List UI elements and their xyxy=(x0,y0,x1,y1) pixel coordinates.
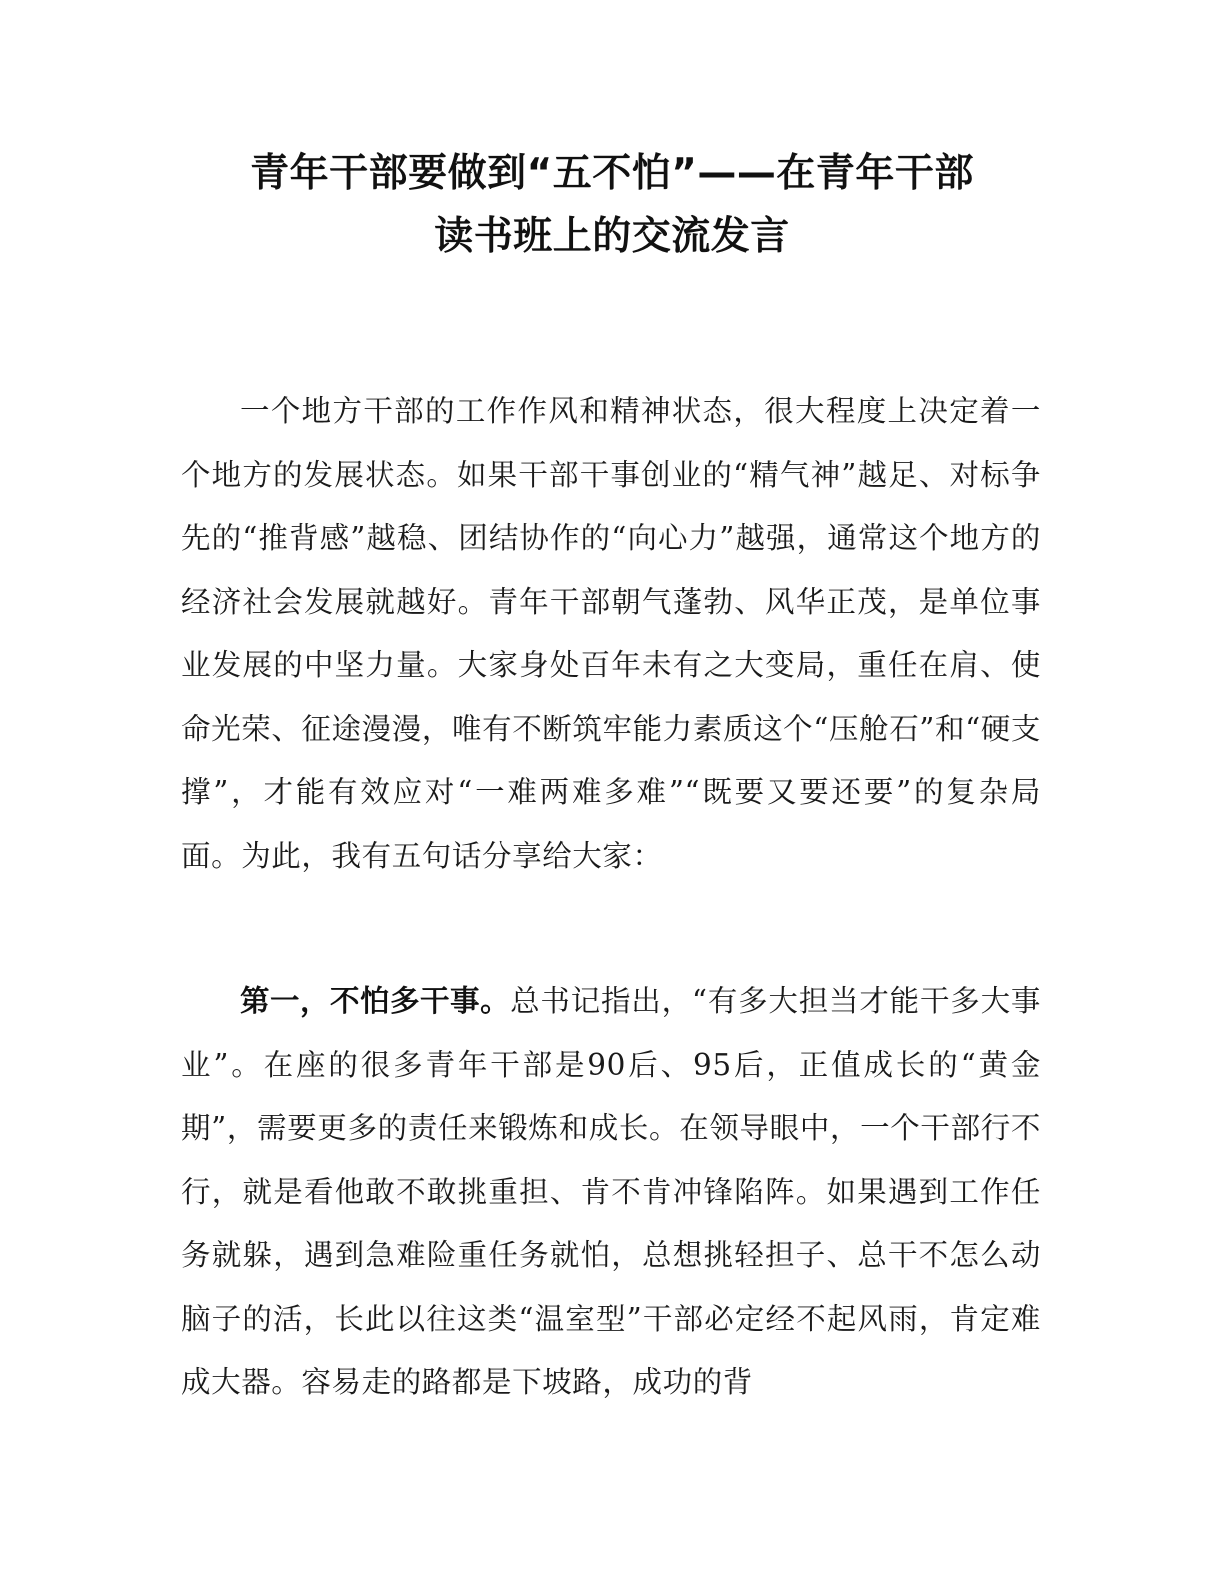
section-1-heading: 第一，不怕多干事。 xyxy=(240,984,511,1018)
section-1-text: 总书记指出，“有多大担当才能干多大事业”。在座的很多青年干部是90后、95后，正值成长的“黄金期”，需要更多的责任来锻炼和成长。在领导眼中，一个干部行不行，就是看他敢不敢挑重担、肯不肯冲锋陷阵。如果遇到工作任务就躲，遇到急难险重任务就怕，总想挑轻担子、总干不怎么动脑子的活，长此以往这类“温室型”干部必定经不起风雨，肯定难成大器。容易走的路都是下坡路，成功的背 xyxy=(181,984,1041,1399)
document-title xyxy=(150,142,1074,268)
intro-paragraph: 一个地方干部的工作作风和精神状态，很大程度上决定着一个地方的发展状态。如果干部干事创业的“精气神”越足、对标争先的“推背感”越稳、团结协作的“向心力”越强，通常这个地方的经济社会发展就越好。青年干部朝气蓬勃、风华正茂，是单位事业发展的中坚力量。大家身处百年未有之大变局，重任在肩、使命光荣、征途漫漫，唯有不断筑牢能力素质这个“压舱石”和“硬支撑”，才能有效应对“一难两难多难”“既要又要还要”的复杂局面。为此，我有五句话分享给大家： xyxy=(181,394,1041,873)
section-1-paragraph xyxy=(181,970,1041,1415)
title-line-1: 青年干部要做到“五不怕”——在青年干部 xyxy=(250,151,974,196)
title-line-2: 读书班上的交流发言 xyxy=(434,214,790,259)
